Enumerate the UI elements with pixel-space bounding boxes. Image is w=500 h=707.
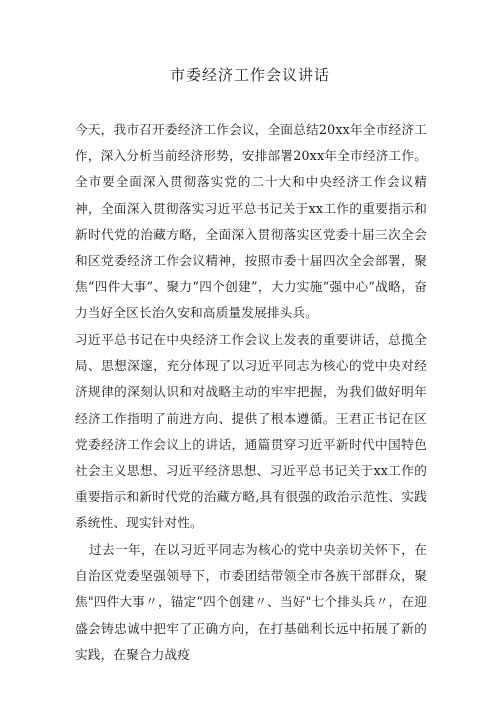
document-title: 市委经济工作会议讲话 — [169, 66, 330, 84]
paragraph-opening: 今天，我市召开委经济工作会议，全面总结20xx年全市经济工作，深入分析当前经济形势，安排部署20xx年全市经济工作。全市要全面深入贯彻落实党的二十大和中央经济工作会议精神，全面深入贯彻落实习近平总书记关于xx工作的重要指示和新时代党的治藏方略，全面深入贯彻落实区党委十届三次全会和区党委经济工作会议精神，按照市委十届四次全会部署，聚焦“四件大事”、聚力“四个创建”，大力实施“强中心”战略，奋力当好全区长治久安和高质量发展排头兵。 — [75, 122, 427, 321]
paragraph-speech-summary: 习近平总书记在中央经济工作会议上发表的重要讲话，总揽全局、思想深邃，充分体现了以习近平同志为核心的党中央对经济规律的深刻认识和对战略主动的牢牢把握，为我们做好明年经济工作指明了前进方向、提供了根本遵循。王君正书记在区党委经济工作会议上的讲话，通篇贯穿习近平新时代中国特色社会主义思想、习近平经济思想、习近平总书记关于xx工作的重要指示和新时代党的治藏方略,具有很强的政治示范性、实践系统性、现实针对性。 — [75, 332, 427, 531]
paragraph-past-year: 过去一年，在以习近平同志为核心的党中央亲切关怀下，在自治区党委坚强领导下，市委团结带领全市各族干部群众，聚焦"四件大事〃，锚定“四个创建〃、当好"七个排头兵〃，在迎盛会铸忠诚中把牢了正确方向，在打基础利长远中拓展了新的实践，在聚合力战疫 — [75, 542, 427, 662]
